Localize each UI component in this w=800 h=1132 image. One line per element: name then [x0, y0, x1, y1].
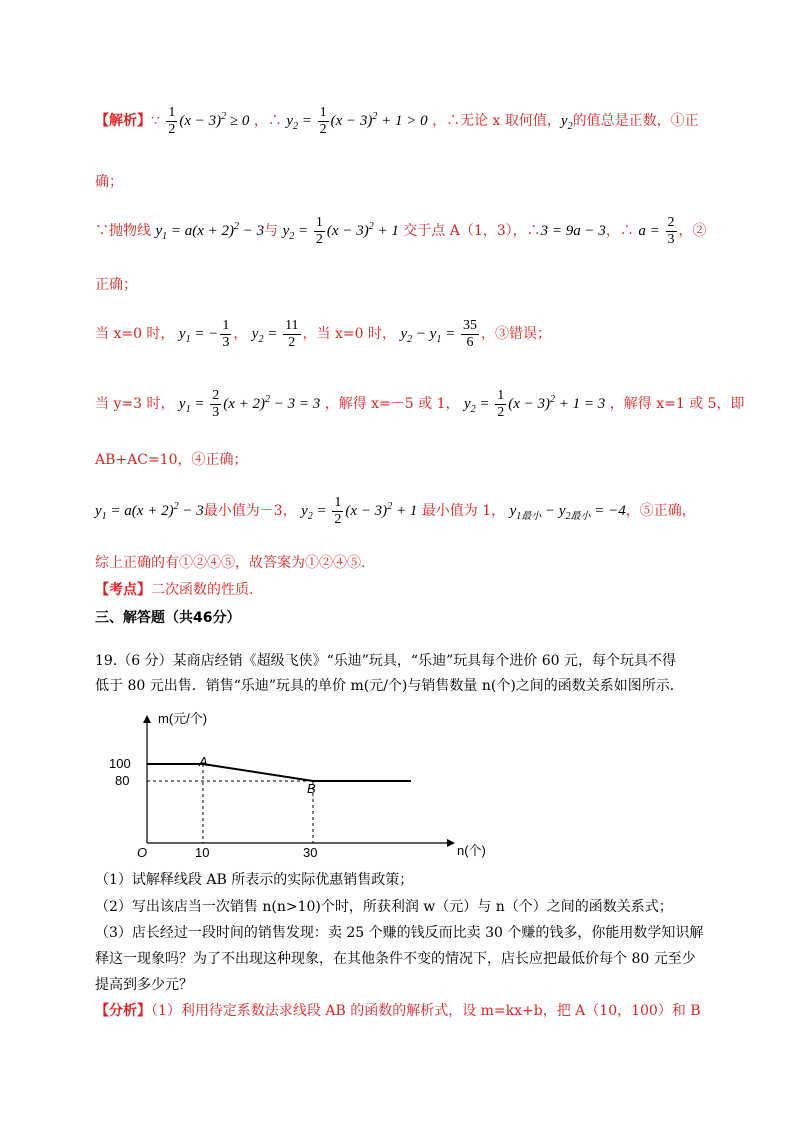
- x-tick-30: 30: [303, 845, 318, 860]
- problem-19-line-1: 19.（6 分）某商店经销《超级飞侠》“乐迪”玩具，“乐迪”玩具每个进价 60 元，每个玩具不得: [95, 653, 676, 669]
- question-3-line-2: 释这一现象吗？为了不出现这种现象，在其他条件不变的情况下，店长应把最低价每个 80 元至少: [95, 951, 696, 967]
- solution-line-4: 当 y=3 时， $y_1$ = $\frac{2}{3}$ $(x + 2)^2 - 3 = 3$ ，解得 x=－5 或 1， $y_2$ = $\frac{1}{2}$ $(x - 3)^2 + 1 = 3$ ，解得 x=1 或 5，即: [95, 388, 745, 420]
- question-3-line-3: 提高到多少元？: [95, 977, 193, 993]
- conclusion: 综上正确的有①②④⑤，故答案为①②④⑤.: [95, 555, 366, 571]
- kaodian: 【考点】二次函数的性质.: [95, 582, 254, 598]
- question-1: （1）试解释线段 AB 所表示的实际优惠销售政策；: [95, 872, 414, 888]
- y-tick-100: 100: [109, 756, 131, 771]
- x-axis-arrow: [447, 839, 455, 847]
- problem-19-line-2: 低于 80 元出售．销售“乐迪”玩具的单价 m(元/个)与销售数量 n(个)之间的函数关系如图所示．: [95, 678, 684, 694]
- solution-line-3: 当 x=0 时， $y_1$ = − $\frac{1}{3}$ ， $y_2$ = $\frac{11}{2}$ ，当 x=0 时， $y_2 - y_1$ = $\frac{35}{6}$ ，③错误；: [95, 318, 552, 350]
- x-tick-10: 10: [195, 845, 210, 860]
- y-tick-80: 80: [115, 773, 130, 788]
- solution-line-1: 【解析】∵ $\frac{1}{2}$ $(x - 3)^2 \ge 0$ ，∴ $y_2$ = $\frac{1}{2}$ $(x - 3)^2 + 1 > 0$ ，∴无论 x 取何值，$y_2$的值总是正数，①正: [95, 105, 699, 137]
- origin-label: O: [137, 845, 148, 860]
- section-title: 三、解答题（共46分）: [95, 610, 241, 626]
- solution-line-2: ∵抛物线 $y_1 = a(x + 2)^2 - 3$与 $y_2$ = $\frac{1}{2}$ $(x - 3)^2 + 1$ 交于点 A（1，3），∴3 = 9a − 3，∴ a = $\frac{2}{3}$ ，②: [95, 215, 707, 247]
- y-axis-arrow: [143, 715, 151, 723]
- price-function-line: [147, 764, 411, 781]
- y-axis-label: m(元/个): [158, 711, 208, 726]
- analysis: 【分析】（1）利用待定系数法求线段 AB 的函数的解析式，设 m=kx+b，把 A（10，100）和 B: [95, 1003, 701, 1019]
- point-a-label: A: [199, 754, 208, 769]
- solution-line-4-cont: AB+AC=10，④正确；: [95, 452, 248, 468]
- question-3-line-1: （3）店长经过一段时间的销售发现：卖 25 个赚的钱反而比卖 30 个赚的钱多，你能用数学知识解: [95, 925, 704, 941]
- price-quantity-graph: [95, 705, 486, 865]
- solution-line-1-cont: 确；: [95, 174, 123, 190]
- x-axis-label: n(个): [457, 843, 486, 858]
- solution-line-2-cont: 正确；: [95, 277, 137, 293]
- point-b-label: B: [307, 781, 316, 796]
- solution-line-5: $y_1 = a(x + 2)^2 - 3$最小值为－3， $y_2$ = $\frac{1}{2}$ $(x - 3)^2 + 1$ 最小值为 1， $y_{1最小} - y_{2最小} = -4$，⑤正确，: [95, 495, 696, 527]
- analysis-tag: 【解析】: [95, 112, 151, 129]
- question-2: （2）写出该店当一次销售 n(n>10)个时，所获利润 w（元）与 n（个）之间的函数关系式；: [95, 899, 673, 915]
